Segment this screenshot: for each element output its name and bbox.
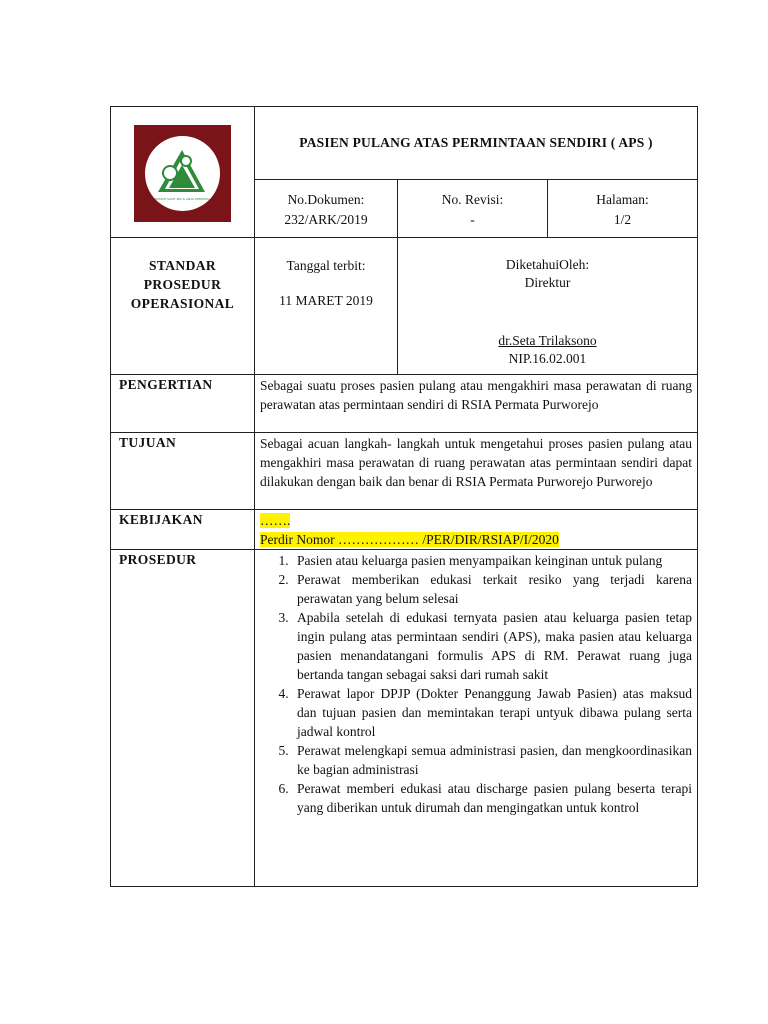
prosedur-cell bbox=[255, 550, 698, 887]
sop-table bbox=[110, 106, 698, 887]
list-item: 2. Perawat memberikan edukasi terkait resiko yang terjadi karena perawatan yang belum selesai bbox=[292, 570, 692, 608]
pengertian-text: Sebagai suatu proses pasien pulang atau mengakhiri masa perawatan di ruang perawatan atas permintaan sendiri di RSIA Permata Purworejo bbox=[255, 375, 698, 433]
list-item: 1. Pasien atau keluarga pasien menyampaikan keinginan untuk pulang bbox=[292, 551, 692, 570]
approval-role: Direktur bbox=[524, 275, 571, 290]
sop-line-1: STANDAR bbox=[148, 258, 217, 273]
approval-cell bbox=[398, 238, 698, 375]
kebijakan-line-2: Perdir Nomor ……………… /PER/DIR/RSIAP/I/2020 bbox=[260, 532, 559, 547]
approval-name: dr.Seta Trilaksono bbox=[498, 333, 597, 348]
page-cell bbox=[548, 180, 698, 238]
revision-value: - bbox=[470, 212, 475, 227]
pengertian-label: PENGERTIAN bbox=[111, 375, 255, 433]
tujuan-label: TUJUAN bbox=[111, 433, 255, 510]
sop-label-cell bbox=[111, 238, 255, 375]
doc-number-cell bbox=[255, 180, 398, 238]
prosedur-label: PROSEDUR bbox=[111, 550, 255, 887]
list-item: 5. Perawat melengkapi semua administrasi pasien, dan mengkoordinasikan ke bagian administrasi bbox=[292, 741, 692, 779]
logo-emblem bbox=[145, 136, 220, 211]
issue-date-label: Tanggal terbit: bbox=[286, 258, 366, 273]
issue-date-cell bbox=[255, 238, 398, 375]
page-label: Halaman: bbox=[596, 192, 649, 207]
revision-label: No. Revisi: bbox=[441, 192, 504, 207]
doc-number-label: No.Dokumen: bbox=[287, 192, 365, 207]
tujuan-text: Sebagai acuan langkah- langkah untuk mengetahui proses pasien pulang atau mengakhiri masa perawatan di ruang perawatan atas permintaan sendiri dapat dilakukan dengan baik dan benar di RSIA Permata Purworejo Purworejo bbox=[255, 433, 698, 510]
kebijakan-cell bbox=[255, 510, 698, 550]
prosedur-list bbox=[260, 551, 692, 817]
mountain-logo-icon bbox=[145, 136, 220, 211]
sop-line-3: OPERASIONAL bbox=[130, 296, 235, 311]
sop-line-2: PROSEDUR bbox=[143, 277, 222, 292]
approval-nip: NIP.16.02.001 bbox=[508, 351, 587, 366]
list-item: 3. Apabila setelah di edukasi ternyata pasien atau keluarga pasien tetap ingin pulang atas permintaan sendiri (APS), maka pasien atau keluarga pasien menandatangani formulis APS di RM. Perawat ruang juga bertanda tangan sebagai saksi dari rumah sakit bbox=[292, 608, 692, 684]
logo-caption: RUMAH SAKIT IBU & ANAK PERMATA bbox=[154, 197, 210, 201]
list-item: 4. Perawat lapor DPJP (Dokter Penanggung Jawab Pasien) atas maksud dan tujuan pasien dan memintakan terapi untyuk dibawa pulang serta jadwal kontrol bbox=[292, 684, 692, 741]
kebijakan-line-1: ……. bbox=[260, 513, 291, 528]
kebijakan-label: KEBIJAKAN bbox=[111, 510, 255, 550]
page-value: 1/2 bbox=[613, 212, 632, 227]
doc-number-value: 232/ARK/2019 bbox=[284, 212, 368, 227]
revision-cell bbox=[398, 180, 548, 238]
approval-label: DiketahuiOleh: bbox=[505, 257, 590, 272]
hospital-logo bbox=[134, 125, 231, 222]
logo-cell bbox=[111, 107, 255, 238]
list-item: 6. Perawat memberi edukasi atau discharge pasien pulang beserta terapi yang diberikan untuk dirumah dan mengingatkan untuk kontrol bbox=[292, 779, 692, 817]
issue-date-value: 11 MARET 2019 bbox=[279, 293, 373, 308]
document-title: PASIEN PULANG ATAS PERMINTAAN SENDIRI ( APS ) bbox=[255, 107, 698, 180]
